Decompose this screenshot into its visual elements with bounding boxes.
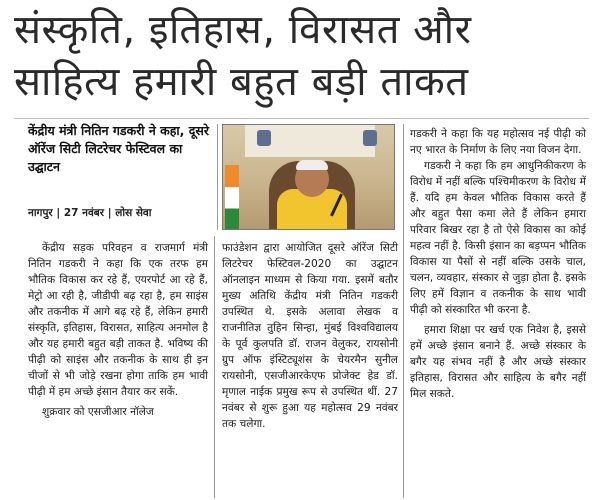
headline-line-1: संस्कृति, इतिहास, विरासत और <box>14 7 472 53</box>
column-divider-1 <box>217 124 218 230</box>
headline <box>14 4 589 108</box>
photo-gadkari-video-address <box>222 124 395 230</box>
paragraph: शुक्रवार को एसजीआर नॉलेज <box>42 406 154 418</box>
paragraph: फाउंडेशन द्वारा आयोजित दूसरे ऑरेंज सिटी लिटरेचर फेस्टिवल-2020 का उद्घाटन ऑनलाइन माध्यम से किया गया. इसमें बतौर मुख्य अतिथि केंद्रीय मंत्री नितिन गडकरी उपस्थित थे. इसके अलावा लेखक व राजनीतिज्ञ तुहिन सिन्हा, मुंबई विश्वविद्यालय के पूर्व कुलपति डॉ. राजन वेलुकर, रायसोनी ग्रुप ऑफ इंस्टिट्यूशंस के चेयरमैन सुनील रायसोनी, एसजीआरकेएफ प्रोजेक्ट हेड डॉ. मृणाल नाईक प्रमुख रूप से उपस्थित थीं. 27 नवंबर से शुरू हुआ यह महोत्सव 29 नवंबर तक चलेगा. <box>222 242 398 430</box>
headline-rule <box>14 118 589 119</box>
emblem-icon <box>257 130 271 146</box>
flag-icon <box>225 165 239 230</box>
column-divider-3 <box>403 124 404 498</box>
column-divider-2 <box>214 236 215 498</box>
paragraph: हमारा शिक्षा पर खर्च एक निवेश है, इससे हमें अच्छे इंसान बनाने हैं. अच्छे संस्कार के बगैर यह संभव नहीं है और अच्छे संस्कार इतिहास, विरासत और साहित्य के बगैर नहीं मिल सकते. <box>410 324 586 400</box>
dateline: नागपुर | 27 नवंबर | लोस सेवा <box>28 207 152 219</box>
emblem-icon <box>363 130 377 146</box>
article-column-3 <box>410 126 586 402</box>
article-column-1 <box>28 240 208 420</box>
subheadline: केंद्रीय मंत्री नितिन गडकरी ने कहा, दूसरे ऑरेंज सिटी लिटरेचर फेस्टिवल का उद्घाटन <box>28 123 209 174</box>
paragraph: गडकरी ने कहा कि यह महोत्सव नई पीढ़ी को नए भारत के निर्माण के लिए नया विजन देगा. <box>410 128 586 156</box>
paragraph: केंद्रीय सड़क परिवहन व राजमार्ग मंत्री नितिन गडकरी ने कहा कि एक तरफ हम भौतिक विकास कर रहे हैं, एयरपोर्ट आ रहे हैं, मेट्रो आ रही है, जीडीपी बढ़ रहा है, हम साइंस और तकनीक में आगे बढ़ रहे हैं, लेकिन हमारी संस्कृति, इतिहास, विरासत, साहित्य अनमोल है और यह हमारी बहुत बड़ी ताकत है. भविष्य की पीढ़ी को साइंस और तकनीक के साथ ही इन चीजों से भी जोड़े रखना होगा ताकि हम भावी पीढ़ी में हम अच्छे इंसान तैयार कर सकें. <box>28 242 208 398</box>
person-hair <box>296 160 328 170</box>
paragraph: गडकरी ने कहा कि हम आधुनिकीकरण के विरोध में नहीं बल्कि पश्चिमीकरण के विरोध में हैं. यदि हम केवल भौतिक विकास करते हैं और बहुत पैसा कमा लेते हैं लेकिन हमारा परिवार बिखर रहा है तो ऐसे विकास का कोई महत्व नहीं है. किसी इंसान का बड़प्पन भौतिक विकास या पैसों से नहीं बल्कि उसके चाल, चलन, व्यवहार, संस्कार से जुड़ा होता है. इसके लिए हमें विज्ञान व तकनीक के साथ भावी पीढ़ी को संस्कारित भी करना है. <box>410 160 586 316</box>
article-column-2 <box>222 240 398 432</box>
headline-line-2: साहित्य हमारी बहुत बड़ी ताकत <box>14 59 469 105</box>
